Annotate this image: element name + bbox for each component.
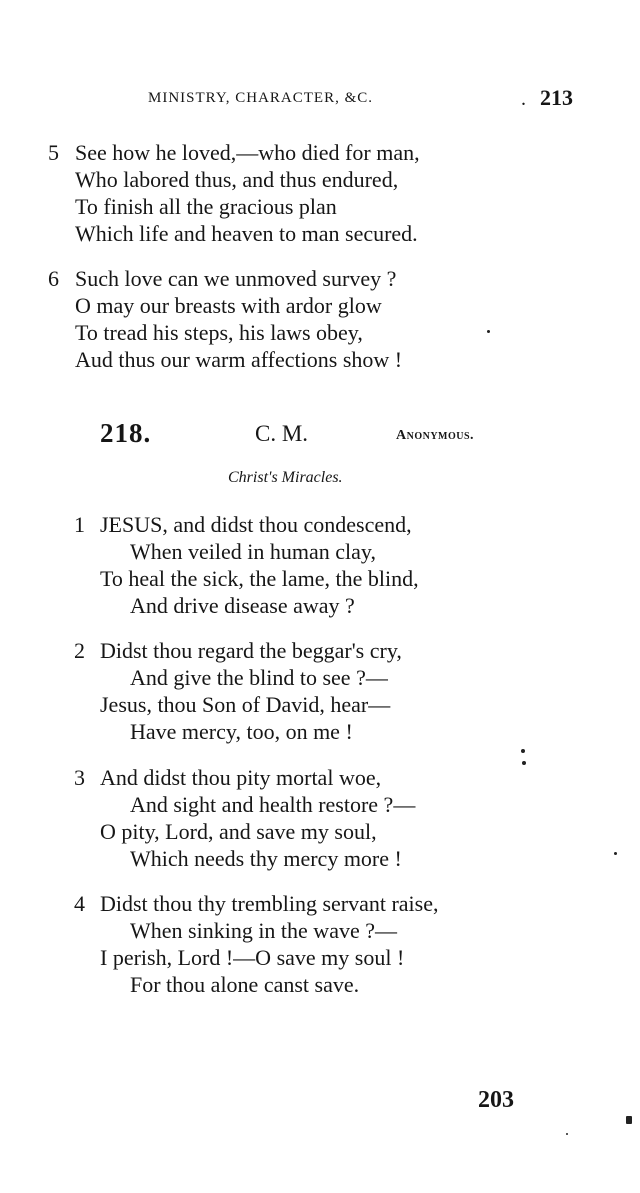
verse-line: See how he loved,—who died for man, <box>75 140 420 165</box>
verse-line: Such love can we unmoved survey ? <box>75 266 397 291</box>
scan-speck <box>626 1116 632 1124</box>
verse-line: JESUS, and didst thou condescend, <box>100 512 412 537</box>
verse-line: And drive disease away ? <box>130 593 355 618</box>
verse-line: To tread his steps, his laws obey, <box>75 320 363 345</box>
stanza-number: 6 <box>48 266 59 291</box>
verse-line: When sinking in the wave ?— <box>130 918 397 943</box>
hymn-number: 218. <box>100 418 152 448</box>
verse-line: And didst thou pity mortal woe, <box>100 765 382 790</box>
stanza-number: 1 <box>74 512 85 537</box>
stanza-number: 5 <box>48 140 59 165</box>
verse-line: Didst thou thy trembling servant raise, <box>100 891 439 916</box>
running-head: MINISTRY, CHARACTER, &C. <box>148 90 374 106</box>
verse-line: Who labored thus, and thus endured, <box>75 167 399 192</box>
verse-line: Which needs thy mercy more ! <box>130 846 402 871</box>
verse-line: Which life and heaven to man secured. <box>75 221 418 246</box>
scan-speck <box>566 1133 568 1135</box>
scan-speck <box>521 749 525 753</box>
stanza-number: 2 <box>74 638 85 663</box>
verse-line: Didst thou regard the beggar's cry, <box>100 638 402 663</box>
verse-line: And sight and health restore ?— <box>130 792 416 817</box>
hymn-meter: C. M. <box>255 421 309 446</box>
verse-line: O may our breasts with ardor glow <box>75 293 382 318</box>
stanza-number: 3 <box>74 765 85 790</box>
verse-line: Aud thus our warm affections show ! <box>75 347 403 372</box>
verse-line: When veiled in human clay, <box>130 539 376 564</box>
page-number: 203 <box>478 1087 514 1113</box>
verse-line: Have mercy, too, on me ! <box>130 719 353 744</box>
scan-speck <box>487 330 490 333</box>
verse-line: To finish all the gracious plan <box>75 194 337 219</box>
verse-line: I perish, Lord !—O save my soul ! <box>100 945 405 970</box>
verse-line: O pity, Lord, and save my soul, <box>100 819 377 844</box>
verse-line: To heal the sick, the lame, the blind, <box>100 566 419 591</box>
scan-speck <box>614 852 617 855</box>
verse-line: And give the blind to see ?— <box>130 665 388 690</box>
hymn-author: Anonymous. <box>396 428 475 443</box>
running-head-dot: . <box>521 88 526 110</box>
stanza-number: 4 <box>74 891 85 916</box>
verse-line: For thou alone canst save. <box>130 972 360 997</box>
verse-line: Jesus, thou Son of David, hear— <box>100 692 391 717</box>
hymn-title: Christ's Miracles. <box>228 469 343 486</box>
running-head-page-number: 213 <box>540 85 573 110</box>
scan-speck <box>522 761 526 765</box>
